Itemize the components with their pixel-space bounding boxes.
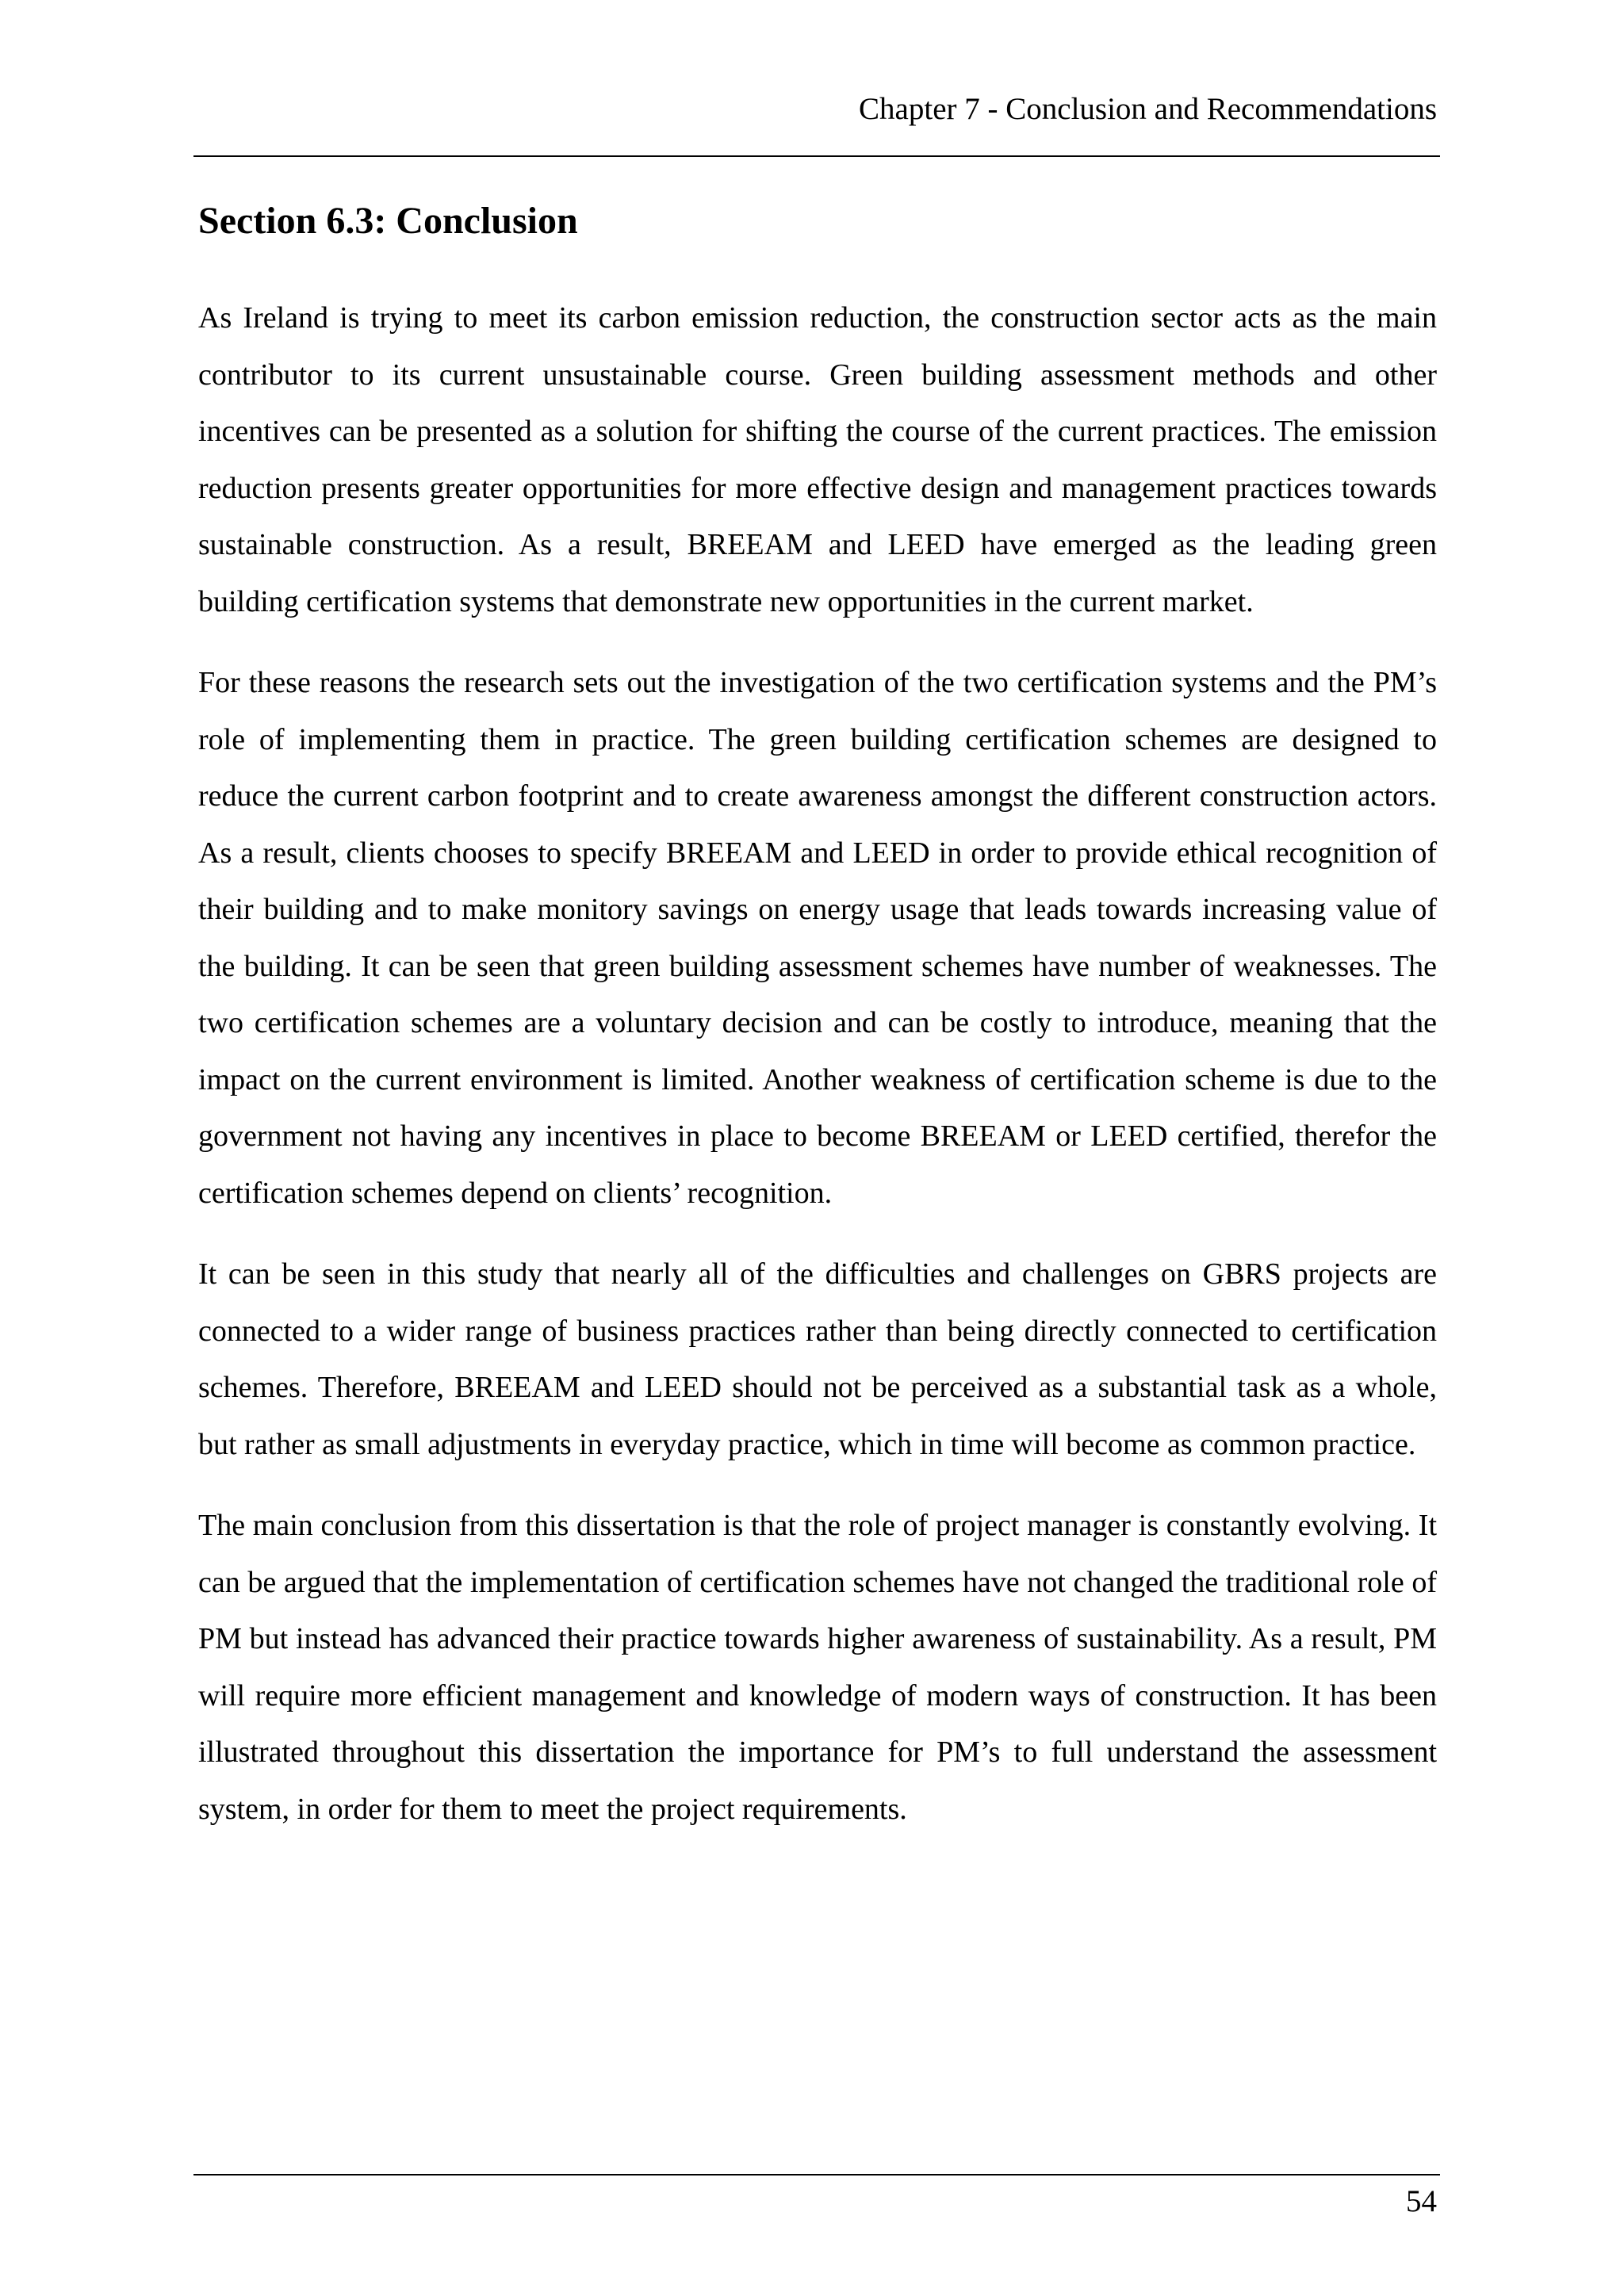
paragraph-2: For these reasons the research sets out the investigation of the two certification systems and the PM’s role of implementing them in practice. The green building certification schemes are designed to reduce the current carbon footprint and to create awareness amongst the different construction actors. As a result, clients chooses to specify BREEAM and LEED in order to provide ethical recognition of their building and to make monitory savings on energy usage that leads towards increasing value of the building. It can be seen that green building assessment schemes have number of weaknesses. The two certification schemes are a voluntary decision and can be costly to introduce, meaning that the impact on the current environment is limited. Another weakness of certification scheme is due to the government not having any incentives in place to become BREEAM or LEED certified, therefor the certification schemes depend on clients’ recognition. — [198, 666, 1437, 1210]
running-header: Chapter 7 - Conclusion and Recommendations — [859, 92, 1437, 126]
body-text — [198, 290, 1437, 1862]
paragraph-4: The main conclusion from this dissertation is that the role of project manager is constantly evolving. It can be argued that the implementation of certification schemes have not changed the traditional role of PM but instead has advanced their practice towards higher awareness of sustainability. As a result, PM will require more efficient management and knowledge of modern ways of construction. It has been illustrated throughout this dissertation the importance for PM’s to full understand the assessment system, in order for them to meet the project requirements. — [198, 1509, 1437, 1826]
section-title: Section 6.3: Conclusion — [198, 200, 578, 242]
footer-divider — [193, 2174, 1440, 2175]
paragraph-3: It can be seen in this study that nearly all of the difficulties and challenges on GBRS projects are connected to a wider range of business practices rather than being directly connected to certification schemes. Therefore, BREEAM and LEED should not be perceived as a substantial task as a whole, but rather as small adjustments in everyday practice, which in time will become as common practice. — [198, 1257, 1437, 1461]
paragraph-1: As Ireland is trying to meet its carbon emission reduction, the construction sector acts as the main contributor to its current unsustainable course. Green building assessment methods and other incentives can be presented as a solution for shifting the course of the current practices. The emission reduction presents greater opportunities for more effective design and management practices towards sustainable construction. As a result, BREEAM and LEED have emerged as the leading green building certification systems that demonstrate new opportunities in the current market. — [198, 301, 1437, 618]
header-divider — [193, 155, 1440, 157]
page-number: 54 — [1406, 2184, 1437, 2218]
